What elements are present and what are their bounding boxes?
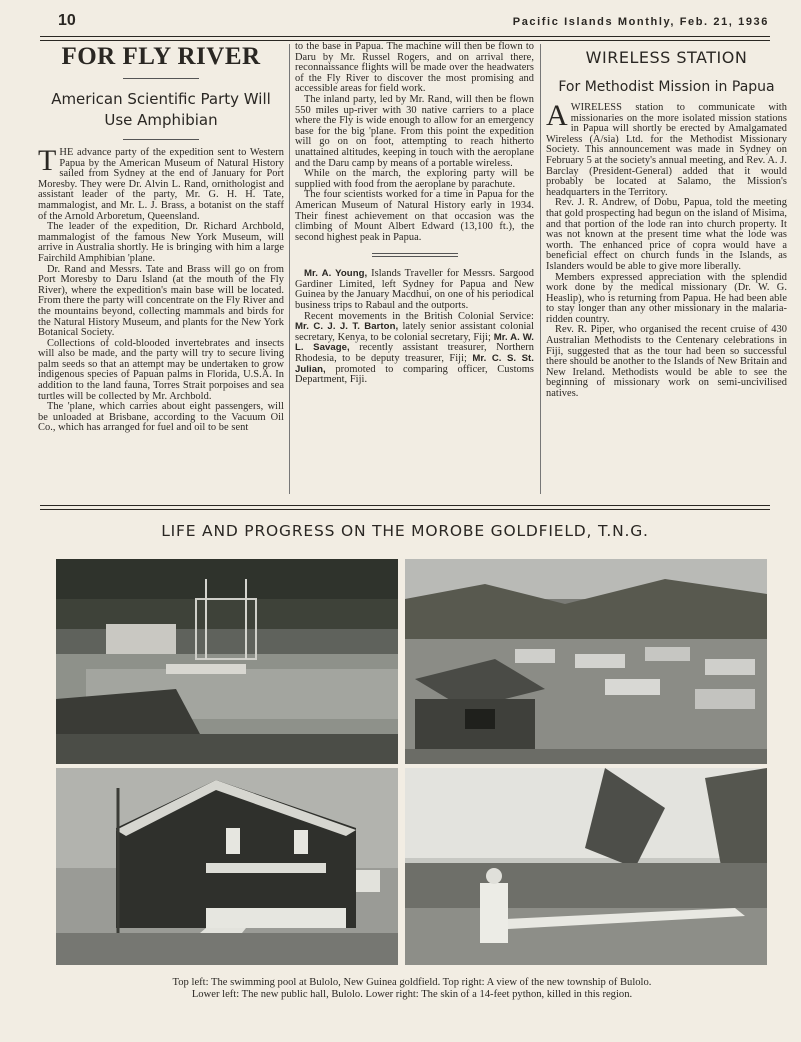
section-rule bbox=[40, 505, 770, 510]
news-items bbox=[295, 269, 534, 386]
paragraph: Rev. J. R. Andrew, of Dobu, Papua, told the meeting that gold prospecting had begun on the island of Misima, and that portion of the lode ran into church property. It was not known at the present time what the lode was worth. The enhanced price of copra would have a beneficial effect on church funds in the Islands, as Islanders would be able to give more liberally. bbox=[546, 197, 787, 272]
paragraph: The leader of the expedition, Dr. Richard Archbold, mammalogist of the famous New York Museum, will arrive in Australia shortly. He is bringing with him a large Fairchild Amphibian 'plane. bbox=[38, 221, 284, 264]
paragraph: Collections of cold-blooded invertebrates and insects will also be made, and the party will try to secure living palm seeds so that an attempt may be undertaken to grow indigenous species of Papuan palms in Florida, U.S.A. In addition to the land fauna, Torres Strait porpoises and sea turtles will be collected by Mr. Archbold. bbox=[38, 337, 284, 402]
photo-public-hall bbox=[56, 768, 398, 965]
paragraph: The four scientists worked for a time in Papua for the American Museum of Natural History early in 1934. Their finest achievement on that occasion was the climbing of Mount Albert Edward (13,100 ft.), the second highest peak in Papua. bbox=[295, 189, 534, 243]
photo-township bbox=[405, 559, 767, 764]
column-1 bbox=[38, 42, 284, 434]
column-2 bbox=[295, 42, 534, 386]
publication-title: Pacific Islands Monthly, Feb. 21, 1936 bbox=[512, 16, 769, 28]
paragraph: The inland party, led by Mr. Rand, will then be flown 550 miles up-river with 30 native carriers to a place where the Fly is wide enough to allow for an emergency base for the big 'plane. From this point the expedition will go on on foot, attempting to reach hitherto unattained altitudes, keeping in touch with the aeroplane and the Daru camp by means of a portable wireless. bbox=[295, 93, 534, 169]
photo-caption bbox=[56, 977, 768, 1001]
news-item: Recent movements in the British Colonial Service: Mr. C. J. J. T. Barton, lately senior assistant colonial secretary, Kenya, to be colonial secretary, Fiji; Mr. A. W. L. Savage, recently assistant treasurer, Northern Rhodesia, to be deputy treasurer, Fiji; Mr. C. S. St. Julian, promoted to comparing officer, Customs Department, Fiji. bbox=[295, 310, 534, 386]
article-headline: WIRELESS STATION bbox=[585, 48, 748, 67]
drop-cap: A bbox=[546, 99, 568, 132]
article-body bbox=[38, 144, 284, 434]
column-divider bbox=[540, 44, 541, 494]
paragraph: THE advance party of the expedition sent to Western Papua by the American Museum of Natural History sailed from Sydney at the end of January for Port Moresby. They were Dr. Alvin L. Rand, ornithologist and assistant leader of the party, Mr. G. H. H. Tate, mammalogist, and Mr. L. J. Brass, a botanist on the staff of the Arnold Arboretum, Queensland. bbox=[38, 144, 284, 222]
column-divider bbox=[289, 44, 290, 494]
photo-python-skin bbox=[405, 768, 767, 965]
article-headline: FOR FLY RIVER bbox=[61, 43, 261, 70]
divider bbox=[123, 78, 199, 79]
divider bbox=[123, 139, 199, 140]
paragraph: Members expressed appreciation with the splendid work done by the medical missionary (Dr. W. G. Heaslip), who is returning from Papua. He had been able to stay longer than any other missionary in the malaria-ridden country. bbox=[546, 271, 787, 325]
paragraph: Dr. Rand and Messrs. Tate and Brass will go on from Port Moresby to Daru Island (at the mouth of the Fly River), where the expedition's main base will be located. From there the party will concentrate on the Fly River and the mountains beyond, collecting mammals and birds for the Natural History Museum, and plants for the New York Botanical Society. bbox=[38, 263, 284, 339]
paragraph: A WIRELESS station to communicate with missionaries on the more isolated mission stations in Papua will shortly be erected by Amalgamated Wireless (A/sia) Ltd. for the Methodist Missionary Society. This announcement was made in Sydney on February 5 at the society's annual meeting, and Rev. A. J. Barclay (President-General) added that it would probably be located at Salamo, the Mission's headquarters in the Territory. bbox=[546, 99, 787, 198]
news-item: Mr. A. Young, Islands Traveller for Messrs. Sargood Gardiner Limited, left Sydney for Papua and New Guinea by the January Macdhui, on one of his periodical business trips to Rabaul and the outports. bbox=[295, 268, 534, 312]
page-number: 10 bbox=[58, 12, 76, 29]
article-subhead: For Methodist Mission in Papua bbox=[558, 79, 775, 95]
column-3 bbox=[546, 42, 787, 400]
caption-line: Lower left: The new public hall, Bulolo. Lower right: The skin of a 14-feet python, killed in this region. bbox=[191, 989, 633, 1000]
article-body bbox=[546, 99, 787, 400]
paragraph: While on the march, the exploring party will be supplied with food from the aeroplane by parachute. bbox=[295, 168, 534, 190]
caption-line: Top left: The swimming pool at Bulolo, New Guinea goldfield. Top right: A view of the new township of Bulolo. bbox=[172, 977, 652, 988]
article-body-continued bbox=[295, 42, 534, 243]
photo-section-title: LIFE AND PROGRESS ON THE MOROBE GOLDFIELD, T.N.G. bbox=[161, 522, 649, 540]
page-header bbox=[58, 10, 769, 36]
paragraph: Rev. R. Piper, who organised the recent cruise of 430 Australian Methodists to the Centenary celebrations in Fiji, suggested that as the tour had been so successful there should be another to the Islands of New Britain and New Ireland. Methodists would be able to see the beginning of missionary work on semi-uncivilised natives. bbox=[546, 324, 787, 400]
photo-swimming-pool bbox=[56, 559, 398, 764]
divider bbox=[372, 253, 458, 257]
paragraph: The 'plane, which carries about eight passengers, will be unloaded at Brisbane, according to the Vacuum Oil Co., which has arranged for fuel and oil to be sent bbox=[38, 401, 284, 434]
article-subhead: American Scientific Party Will Use Amphibian bbox=[51, 90, 271, 129]
paragraph: to the base in Papua. The machine will then be flown to Daru by Mr. Russel Rogers, and on arrival there, reconnaissance flights will be made over the headwaters of the Fly River to discover the most promising and accessible areas for field work. bbox=[295, 41, 534, 95]
drop-cap: T bbox=[38, 144, 57, 177]
